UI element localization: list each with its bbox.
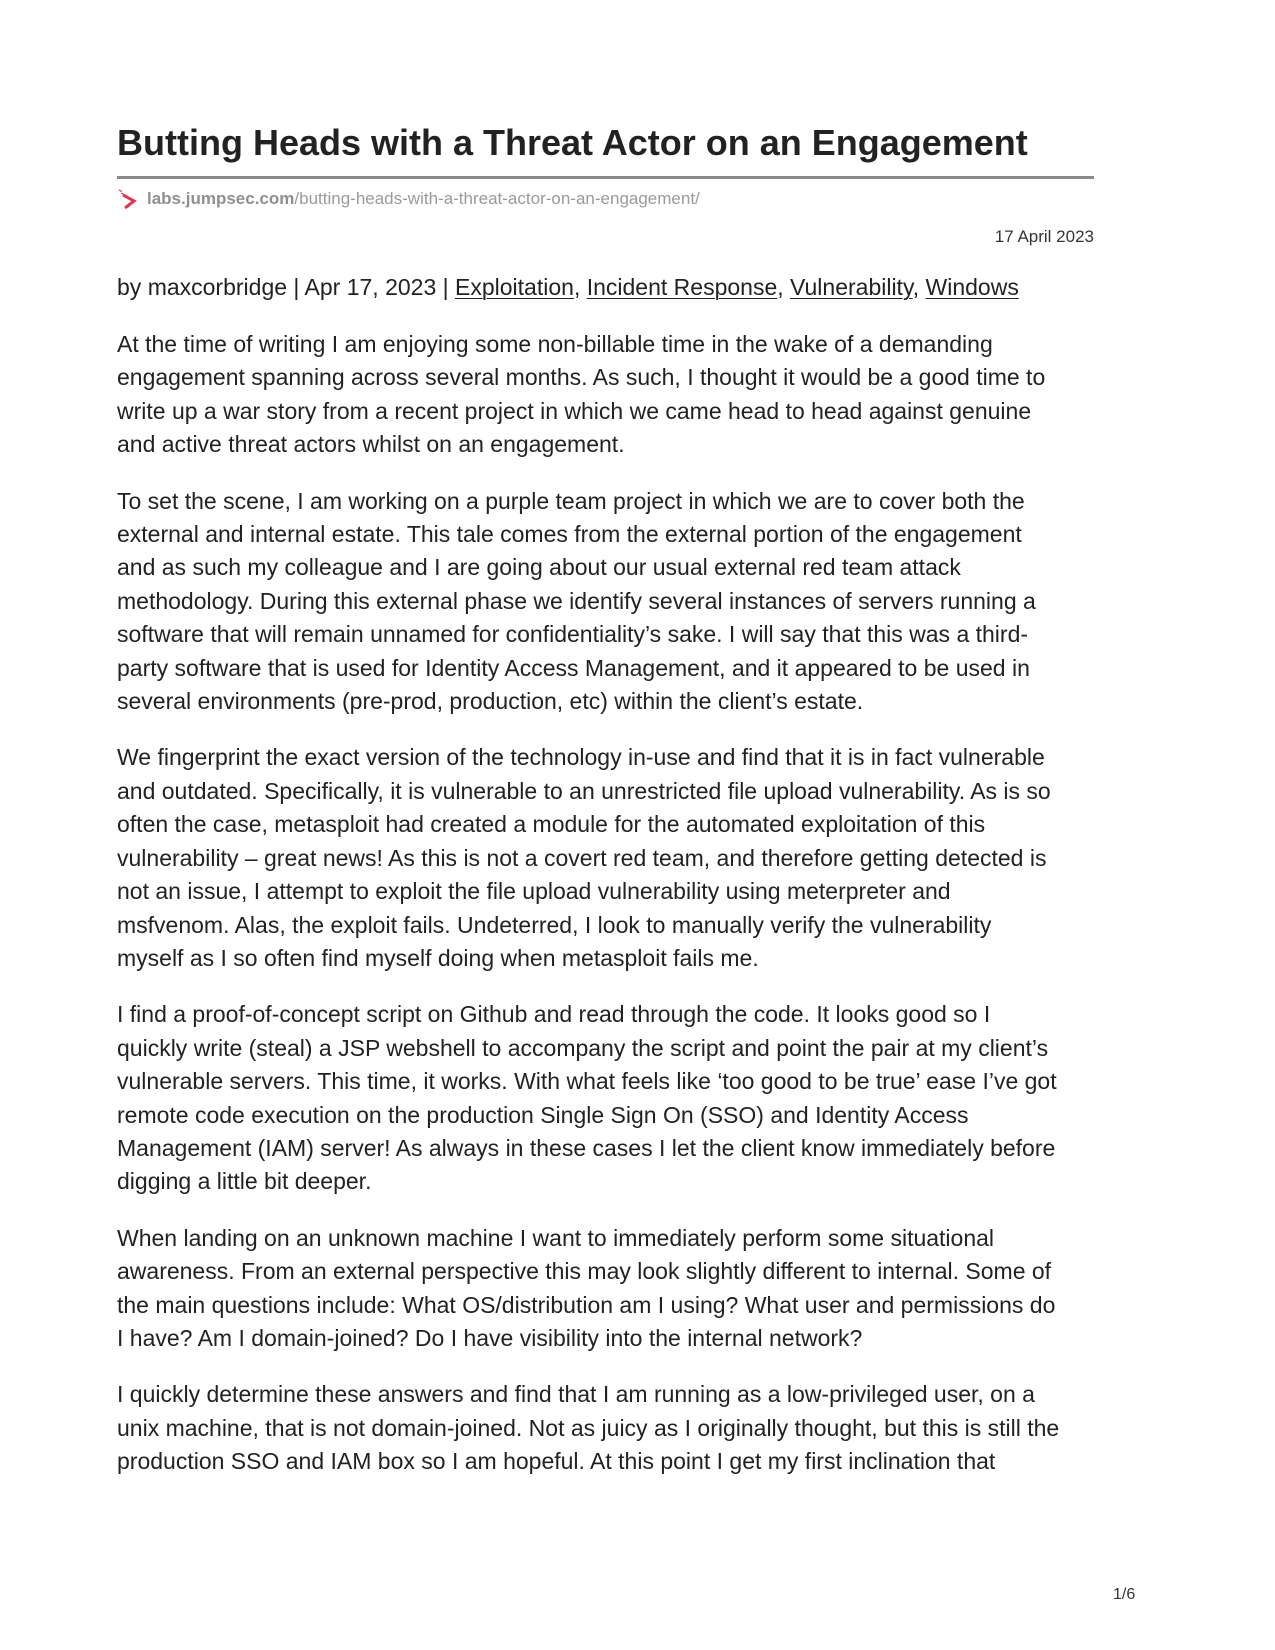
text-line: often the case, metasploit had created a module for the automated exploitation of this [117, 811, 986, 838]
category-comma: , [573, 274, 587, 300]
category-comma: , [912, 274, 926, 300]
jumpsec-chevron-logo-icon [117, 188, 139, 210]
post-meta [117, 274, 1019, 301]
article-body [117, 328, 1107, 1502]
paragraph [117, 741, 1107, 975]
category-comma: , [777, 274, 791, 300]
text-line: engagement spanning across several months. As such, I thought it would be a good time to [117, 364, 1046, 391]
category-link-windows[interactable]: Windows [925, 274, 1019, 300]
text-line: To set the scene, I am working on a purple team project in which we are to cover both the [117, 487, 1025, 514]
text-line: awareness. From an external perspective this may look slightly different to internal. Some of [117, 1258, 1052, 1285]
text-line: When landing on an unknown machine I want to immediately perform some situational [117, 1224, 995, 1251]
text-line: digging a little bit deeper. [117, 1168, 372, 1195]
text-line: vulnerability – great news! As this is not a covert red team, and therefore getting detected is [117, 844, 1047, 871]
meta-separator: | [287, 274, 305, 300]
text-line: At the time of writing I am enjoying some non-billable time in the wake of a demanding [117, 331, 993, 357]
print-date: 17 April 2023 [994, 227, 1094, 246]
paragraph [117, 328, 1107, 462]
text-line: not an issue, I attempt to exploit the file upload vulnerability using meterpreter and [117, 878, 951, 905]
category-link-exploitation[interactable]: Exploitation [455, 274, 574, 300]
source-path[interactable]: /butting-heads-with-a-threat-actor-on-an-engagement/ [294, 189, 700, 208]
text-line: and active threat actors whilst on an engagement. [117, 431, 625, 458]
paragraph [117, 1222, 1107, 1356]
text-line: the main questions include: What OS/distribution am I using? What user and permissions do [117, 1291, 1056, 1318]
category-link-vulnerability[interactable]: Vulnerability [790, 274, 913, 300]
meta-separator: | [436, 274, 456, 300]
page-number: 1/6 [1113, 1586, 1136, 1603]
text-line: and as such my colleague and I are going about our usual external red team attack [117, 554, 961, 581]
text-line: software that will remain unnamed for confidentiality’s sake. I will say that this was a third- [117, 621, 1029, 648]
text-line: methodology. During this external phase we identify several instances of servers running a [117, 587, 1036, 614]
paragraph [117, 1378, 1107, 1478]
text-line: I find a proof-of-concept script on Github and read through the code. It looks good so I [117, 1001, 991, 1028]
source-url[interactable] [117, 188, 700, 210]
text-line: I quickly determine these answers and find that I am running as a low-privileged user, on a [117, 1381, 1035, 1408]
text-line: vulnerable servers. This time, it works. With what feels like ‘too good to be true’ ease I’ve got [117, 1068, 1057, 1095]
text-line: myself as I so often find myself doing when metasploit fails me. [117, 944, 759, 971]
text-line: unix machine, that is not domain-joined. Not as juicy as I originally thought, but this is still the [117, 1414, 1060, 1441]
text-line: production SSO and IAM box so I am hopeful. At this point I get my first inclination that [117, 1448, 996, 1475]
category-link-incident-response[interactable]: Incident Response [586, 274, 778, 300]
text-line: We fingerprint the exact version of the technology in-use and find that it is in fact vulnerable [117, 744, 1045, 771]
text-line: several environments (pre-prod, production, etc) within the client’s estate. [117, 688, 864, 715]
title-divider [117, 176, 1094, 179]
by-prefix: by [117, 274, 148, 300]
text-line: write up a war story from a recent project in which we came head to head against genuine [117, 397, 1032, 424]
article-title: Butting Heads with a Threat Actor on an Engagement [117, 122, 1028, 163]
author-name: maxcorbridge [147, 274, 288, 300]
text-line: Management (IAM) server! As always in these cases I let the client know immediately before [117, 1134, 1056, 1161]
text-line: quickly write (steal) a JSP webshell to accompany the script and point the pair at my client’s [117, 1034, 1049, 1061]
text-line: and outdated. Specifically, it is vulnerable to an unrestricted file upload vulnerability. As is so [117, 777, 1051, 804]
text-line: external and internal estate. This tale comes from the external portion of the engagement [117, 521, 1022, 548]
source-domain[interactable]: labs.jumpsec.com [147, 189, 295, 208]
text-line: msfvenom. Alas, the exploit fails. Undeterred, I look to manually verify the vulnerability [117, 911, 992, 938]
text-line: I have? Am I domain-joined? Do I have visibility into the internal network? [117, 1324, 863, 1351]
post-date: Apr 17, 2023 [304, 274, 437, 300]
paragraph [117, 998, 1107, 1198]
text-line: party software that is used for Identity Access Management, and it appeared to be used in [117, 654, 1030, 681]
paragraph [117, 485, 1107, 719]
text-line: remote code execution on the production Single Sign On (SSO) and Identity Access [117, 1101, 969, 1128]
